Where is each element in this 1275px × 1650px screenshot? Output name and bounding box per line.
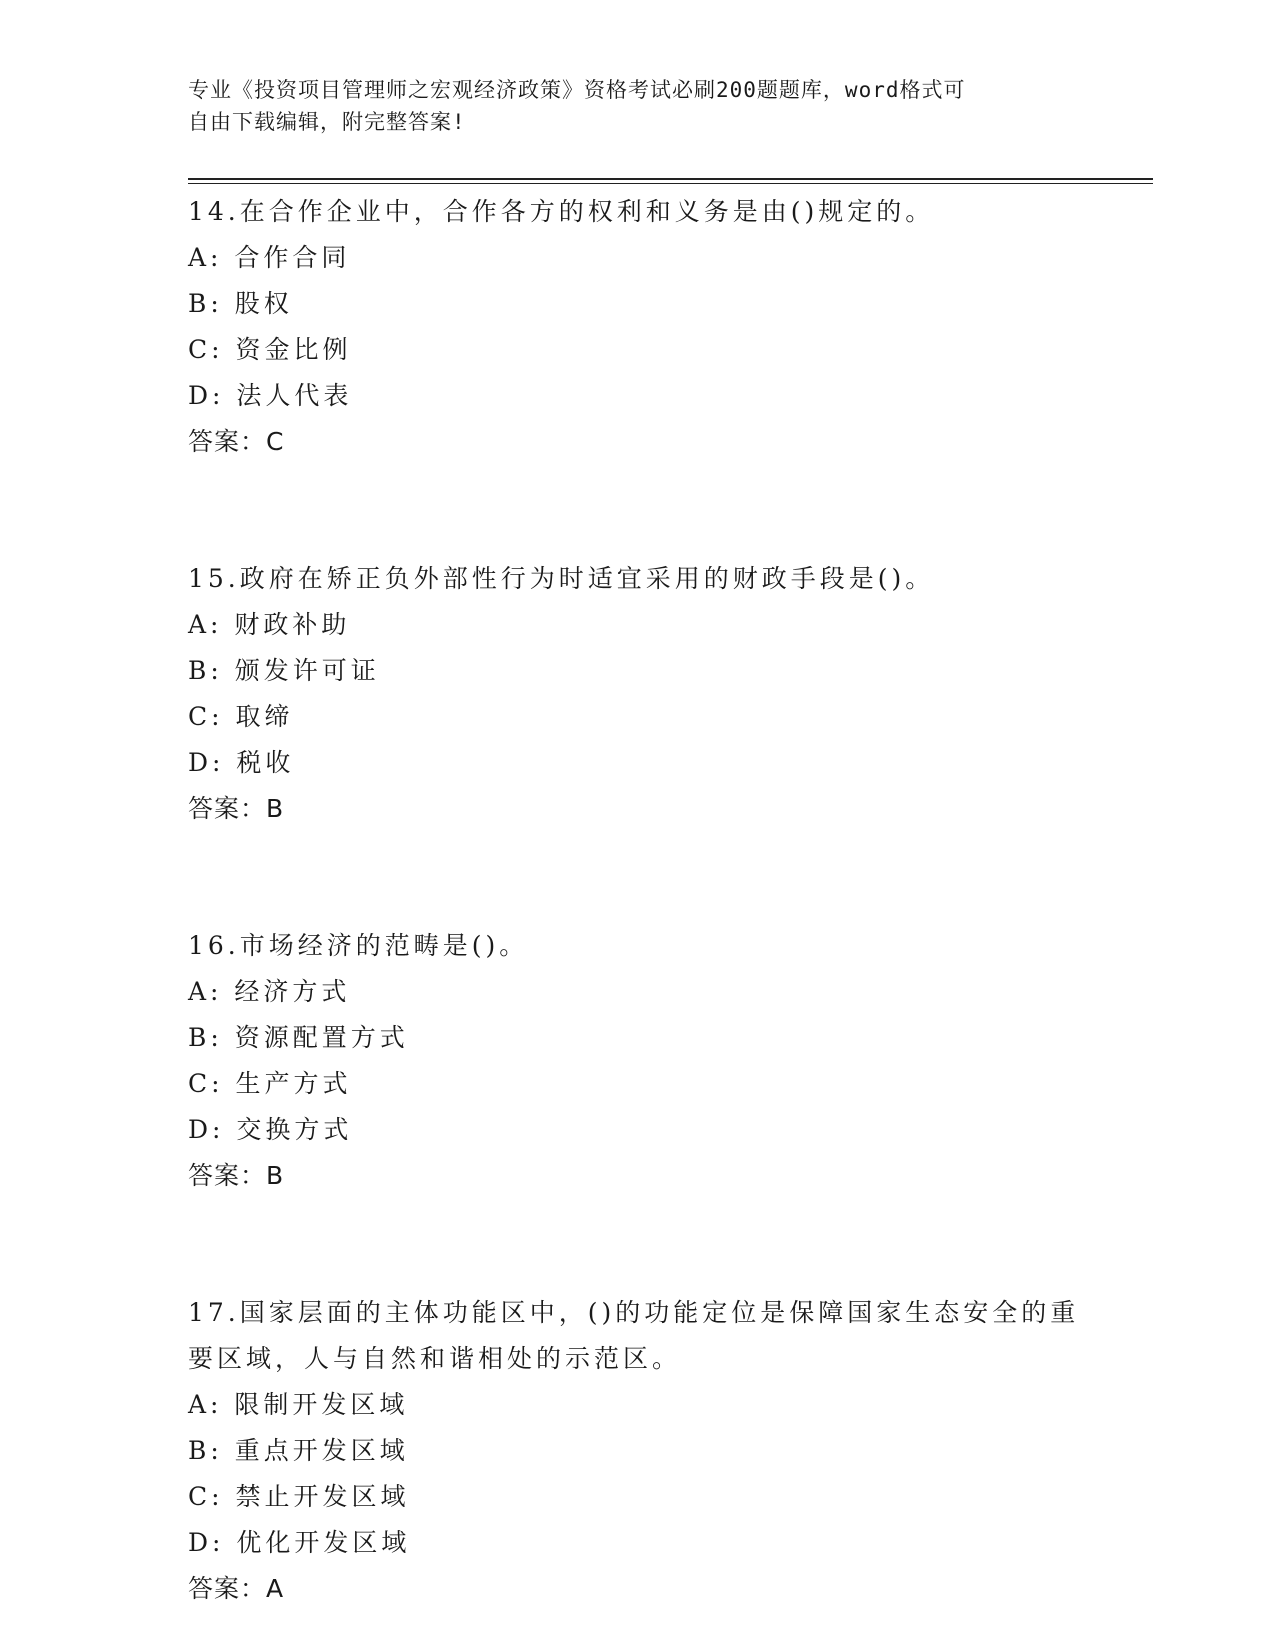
option-d: D: 交换方式: [188, 1115, 353, 1144]
header-line-2: 自由下载编辑，附完整答案!: [188, 110, 466, 134]
option-c: C: 取缔: [188, 702, 294, 731]
option-a: A: 合作合同: [188, 243, 351, 272]
question-text: 14.在合作企业中，合作各方的权利和义务是由()规定的。: [188, 197, 935, 226]
option-c: C: 生产方式: [188, 1069, 352, 1098]
option-b: B: 股权: [188, 289, 293, 318]
answer-line: 答案：C: [188, 427, 285, 456]
question-text: 15.政府在矫正负外部性行为时适宜采用的财政手段是()。: [188, 564, 935, 593]
answer-line: 答案：B: [188, 794, 285, 823]
option-d: D: 优化开发区域: [188, 1528, 411, 1557]
question-text: 16.市场经济的范畴是()。: [188, 931, 529, 960]
header-divider-thick: [188, 178, 1153, 180]
question-spacer: [188, 465, 1088, 556]
question-spacer: [188, 832, 1088, 923]
header-line-1: 专业《投资项目管理师之宏观经济政策》资格考试必刷200题题库，word格式可: [188, 78, 966, 102]
option-b: B: 重点开发区域: [188, 1436, 409, 1465]
option-a: A: 经济方式: [188, 977, 351, 1006]
question-list: [188, 189, 1088, 1612]
option-c: C: 禁止开发区域: [188, 1482, 410, 1511]
document-header: [188, 74, 1068, 138]
answer-line: 答案：B: [188, 1161, 285, 1190]
question-17: [188, 1290, 1088, 1612]
question-14: [188, 189, 1088, 465]
option-d: D: 法人代表: [188, 381, 353, 410]
header-divider-thin: [188, 183, 1153, 184]
option-a: A: 限制开发区域: [188, 1390, 409, 1419]
question-spacer: [188, 1199, 1088, 1290]
answer-line: 答案：A: [188, 1574, 285, 1603]
option-a: A: 财政补助: [188, 610, 351, 639]
option-b: B: 资源配置方式: [188, 1023, 409, 1052]
option-d: D: 税收: [188, 748, 295, 777]
question-15: [188, 556, 1088, 832]
question-text: 17.国家层面的主体功能区中，()的功能定位是保障国家生态安全的重要区域，人与自然和谐相处的示范区。: [188, 1298, 1080, 1373]
question-16: [188, 923, 1088, 1199]
option-c: C: 资金比例: [188, 335, 352, 364]
option-b: B: 颁发许可证: [188, 656, 380, 685]
